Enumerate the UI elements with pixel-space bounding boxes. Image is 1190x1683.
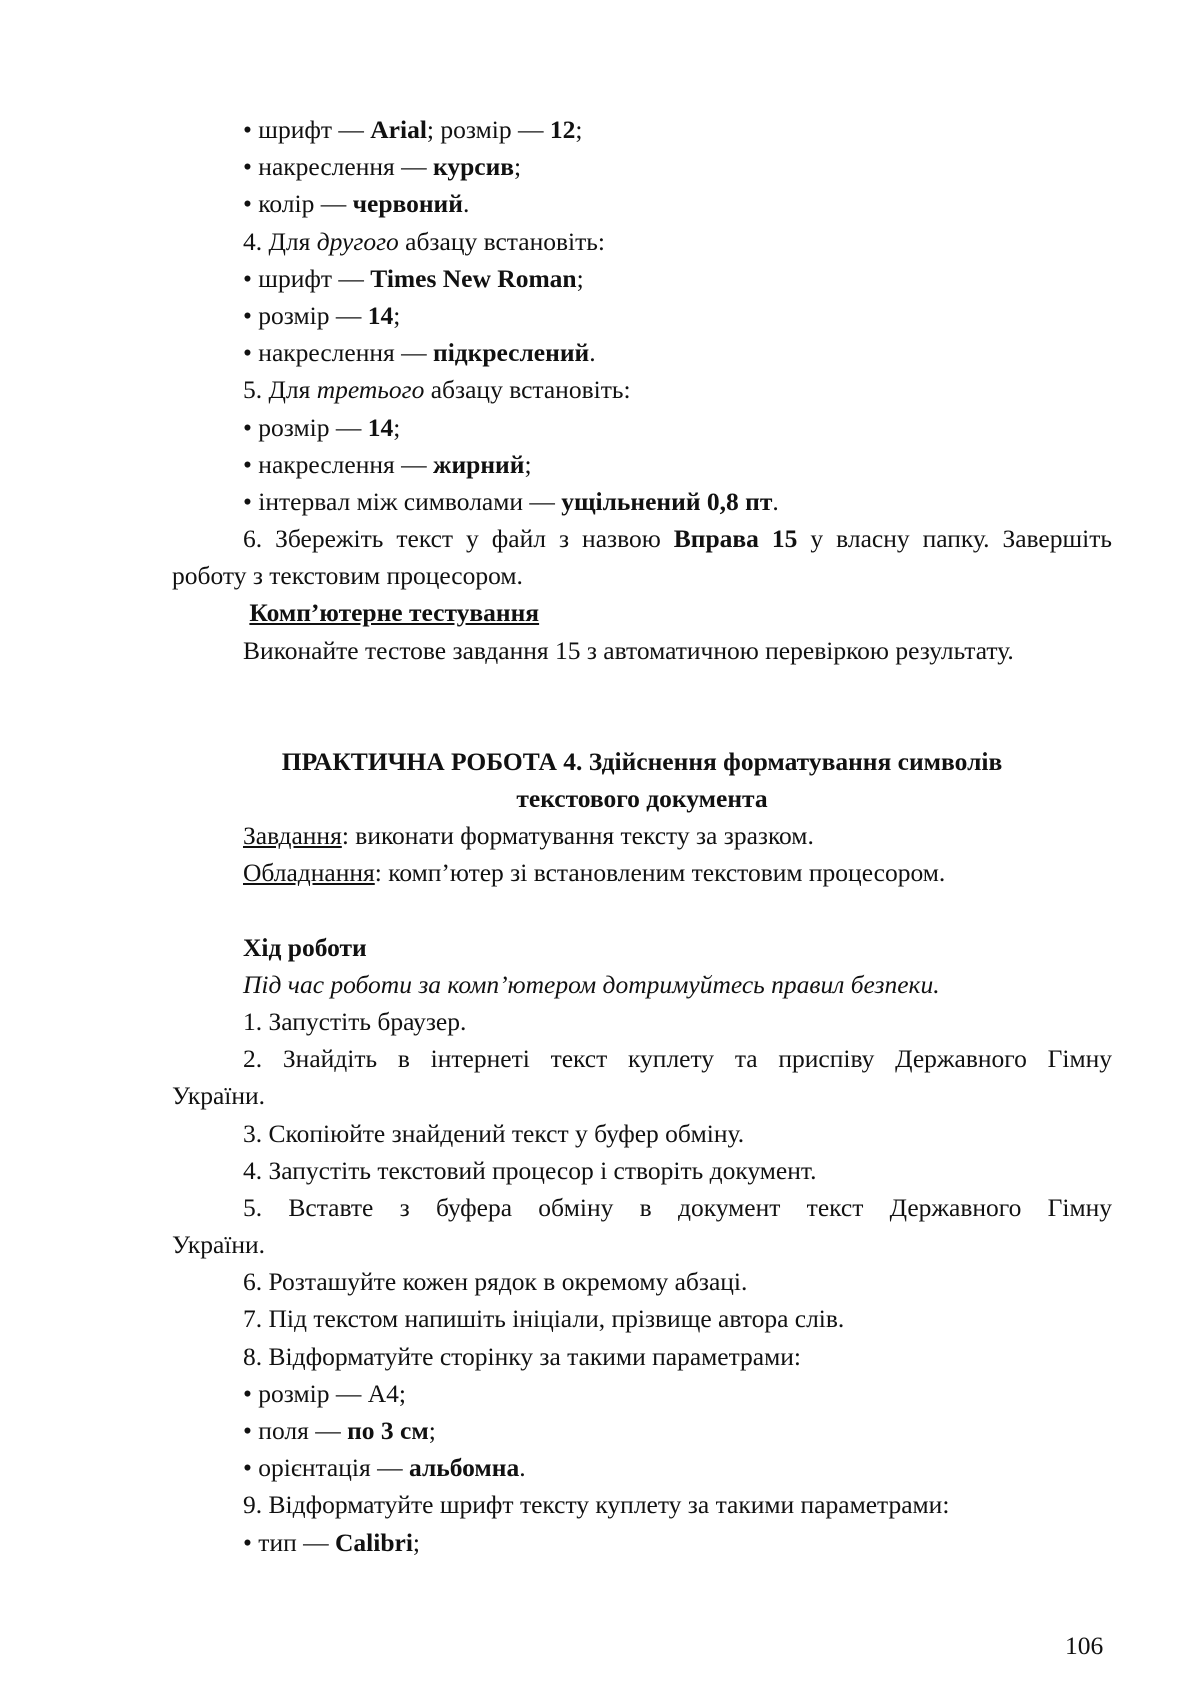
page-number: 106 bbox=[1065, 1631, 1104, 1660]
step-line: 5. Вставте з буфера обміну в документ текст Державного Гімну bbox=[243, 1192, 1112, 1222]
bullet-line: • шрифт — Arial; розмір — 12; bbox=[243, 115, 583, 144]
step-line: 2. Знайдіть в інтернеті текст куплету та приспіву Державного Гімну bbox=[243, 1044, 1112, 1074]
document-page bbox=[172, 111, 1112, 1561]
bullet-line: • тип — Calibri; bbox=[243, 1527, 421, 1557]
task-line: Завдання: виконати форматування тексту за зразком. bbox=[243, 821, 814, 851]
equipment-line: Обладнання: комп’ютер зі встановленим текстовим процесором. bbox=[243, 858, 946, 888]
safety-note: Під час роботи за комп’ютером дотримуйтесь правил безпеки. bbox=[243, 969, 940, 999]
step-line-continued: України. bbox=[172, 1230, 266, 1260]
bullet-line: • інтервал між символами — ущільнений 0,8 пт. bbox=[243, 486, 779, 516]
step-line: 4. Для другого абзацу встановіть: bbox=[243, 226, 605, 256]
step-line: 6. Розташуйте кожен рядок в окремому абзаці. bbox=[243, 1267, 748, 1297]
step-line: 6. Збережіть текст у файл з назвою Вправа 15 у власну папку. Завершіть bbox=[243, 524, 1112, 554]
step-line-continued: України. bbox=[172, 1081, 266, 1111]
bullet-line: • накреслення — підкреслений. bbox=[243, 338, 596, 368]
bullet-line: • розмір — 14; bbox=[243, 412, 401, 442]
step-line: 4. Запустіть текстовий процесор і створіть документ. bbox=[243, 1155, 817, 1185]
bullet-line: • розмір — 14; bbox=[243, 300, 401, 330]
progress-heading: Хід роботи bbox=[243, 932, 367, 962]
bullet-line: • шрифт — Times New Roman; bbox=[243, 263, 584, 293]
bullet-line: • орієнтація — альбомна. bbox=[243, 1453, 526, 1483]
step-line: 5. Для третього абзацу встановіть: bbox=[243, 375, 631, 405]
bullet-line: • накреслення — курсив; bbox=[243, 152, 522, 182]
step-line: 9. Відформатуйте шрифт тексту куплету за такими параметрами: bbox=[243, 1490, 950, 1520]
step-line: 3. Скопіюйте знайдений текст у буфер обміну. bbox=[243, 1118, 745, 1148]
step-line: 1. Запустіть браузер. bbox=[243, 1006, 467, 1036]
bullet-line: • розмір — А4; bbox=[243, 1378, 406, 1408]
testing-heading: Комп’ютерне тестування bbox=[249, 598, 540, 628]
step-line: 8. Відформатуйте сторінку за такими параметрами: bbox=[243, 1341, 801, 1371]
testing-text: Виконайте тестове завдання 15 з автоматичною перевіркою результату. bbox=[243, 635, 1014, 665]
bullet-line: • колір — червоний. bbox=[243, 189, 470, 219]
practical-title: ПРАКТИЧНА РОБОТА 4. Здійснення форматування символів bbox=[281, 746, 1003, 776]
practical-title-line2: текстового документа bbox=[516, 784, 768, 813]
step-line: 7. Під текстом напишіть ініціали, прізвище автора слів. bbox=[243, 1304, 845, 1334]
bullet-line: • накреслення — жирний; bbox=[243, 449, 532, 479]
bullet-line: • поля — по 3 см; bbox=[243, 1416, 436, 1445]
step-line-continued: роботу з текстовим процесором. bbox=[172, 561, 523, 591]
